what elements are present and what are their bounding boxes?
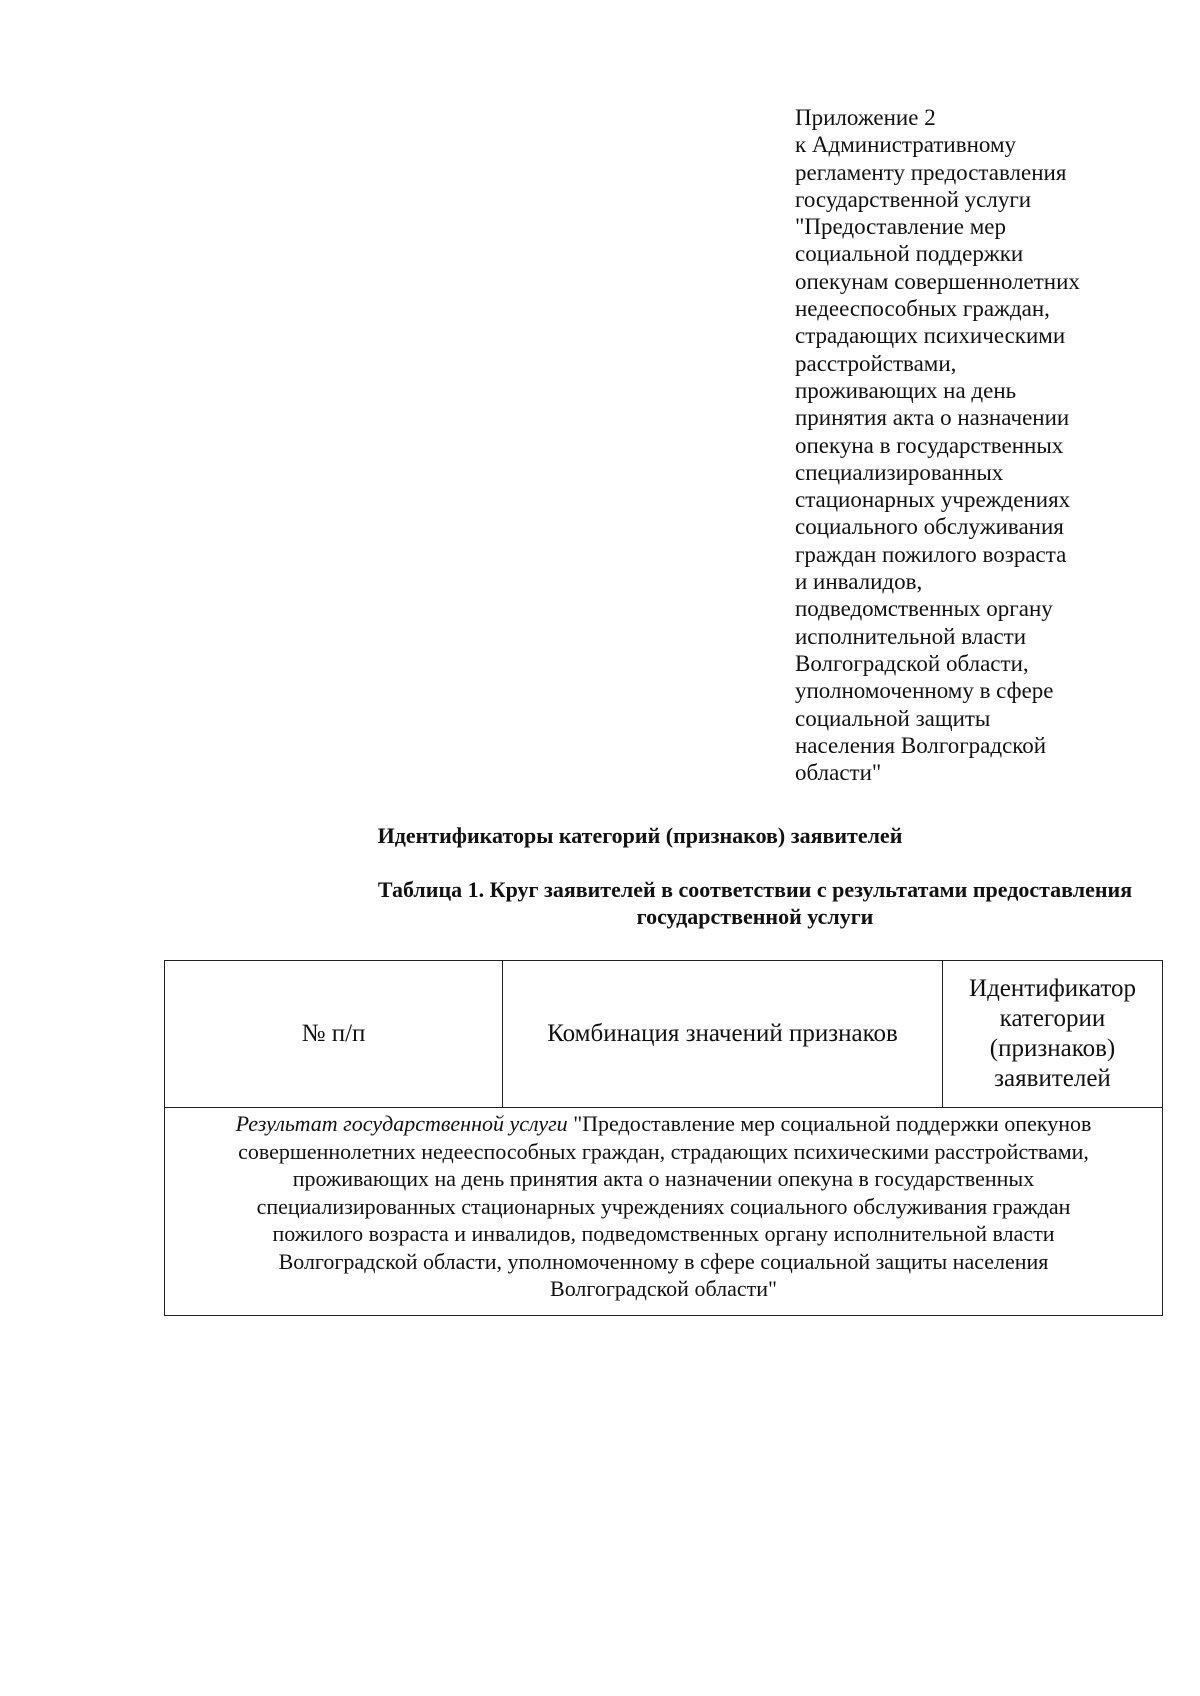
result-line: пожилого возраста и инвалидов, подведомственных органу исполнительной власти bbox=[272, 1221, 1055, 1246]
applicants-table bbox=[164, 960, 1163, 1316]
appendix-line: и инвалидов, bbox=[795, 569, 923, 595]
appendix-line: социальной поддержки bbox=[795, 241, 1024, 267]
result-line: Волгоградской области, уполномоченному в сфере социальной защиты населения bbox=[278, 1248, 1049, 1274]
table-title bbox=[150, 876, 1200, 930]
appendix-line: опекуна в государственных bbox=[795, 432, 1064, 458]
appendix-line: специализированных bbox=[795, 459, 1004, 485]
appendix-line: социального обслуживания bbox=[795, 514, 1064, 540]
table-title-line: Таблица 1. Круг заявителей в соответствии с результатами предоставления bbox=[377, 877, 1133, 902]
appendix-line: подведомственных органу bbox=[795, 596, 1053, 622]
appendix-line: уполномоченному в сфере bbox=[795, 678, 1054, 704]
appendix-line: Приложение 2 bbox=[795, 105, 936, 130]
result-line: специализированных стационарных учреждениях социального обслуживания граждан bbox=[256, 1193, 1071, 1219]
result-line: Волгоградской области" bbox=[550, 1276, 777, 1301]
result-text: "Предоставление мер социальной поддержки опекунов bbox=[567, 1111, 1092, 1136]
table-title-line: государственной услуги bbox=[636, 904, 874, 929]
result-first-line bbox=[175, 1110, 1152, 1138]
appendix-line: расстройствами, bbox=[795, 350, 957, 376]
result-cell bbox=[165, 1108, 1163, 1316]
table-row bbox=[165, 1108, 1163, 1316]
appendix-line: недееспособных граждан, bbox=[795, 296, 1050, 322]
result-line: совершеннолетних недееспособных граждан, страдающих психическими расстройствами, bbox=[238, 1138, 1089, 1164]
appendix-line: принятия акта о назначении bbox=[795, 405, 1070, 431]
header-combination: Комбинация значений признаков bbox=[503, 961, 943, 1108]
applicants-table-wrapper bbox=[164, 960, 1162, 1316]
appendix-line: Волгоградской области, bbox=[795, 650, 1029, 676]
appendix-line: опекунам совершеннолетних bbox=[795, 268, 1080, 294]
document-title: Идентификаторы категорий (признаков) заявителей bbox=[377, 823, 903, 848]
appendix-line: "Предоставление мер bbox=[795, 214, 1007, 240]
appendix-line: регламенту предоставления bbox=[795, 159, 1067, 185]
header-identifier: Идентификатор категории (признаков) заявителей bbox=[943, 961, 1163, 1108]
appendix-line: социальной защиты bbox=[795, 705, 991, 731]
appendix-line: к Административному bbox=[795, 132, 1017, 158]
appendix-line: государственной услуги bbox=[795, 186, 1032, 212]
appendix-line: проживающих на день bbox=[795, 377, 1017, 403]
appendix-line: страдающих психическими bbox=[795, 323, 1066, 349]
header-number: № п/п bbox=[165, 961, 503, 1108]
appendix-line: граждан пожилого возраста bbox=[795, 541, 1067, 567]
result-line: проживающих на день принятия акта о назначении опекуна в государственных bbox=[292, 1166, 1035, 1191]
result-label: Результат государственной услуги bbox=[235, 1111, 568, 1136]
appendix-line: населения Волгоградской bbox=[795, 732, 1047, 758]
appendix-note bbox=[795, 104, 1125, 786]
appendix-line: области" bbox=[795, 760, 882, 786]
appendix-line: стационарных учреждениях bbox=[795, 487, 1071, 513]
appendix-line: исполнительной власти bbox=[795, 623, 1027, 649]
table-header-row bbox=[165, 961, 1163, 1108]
